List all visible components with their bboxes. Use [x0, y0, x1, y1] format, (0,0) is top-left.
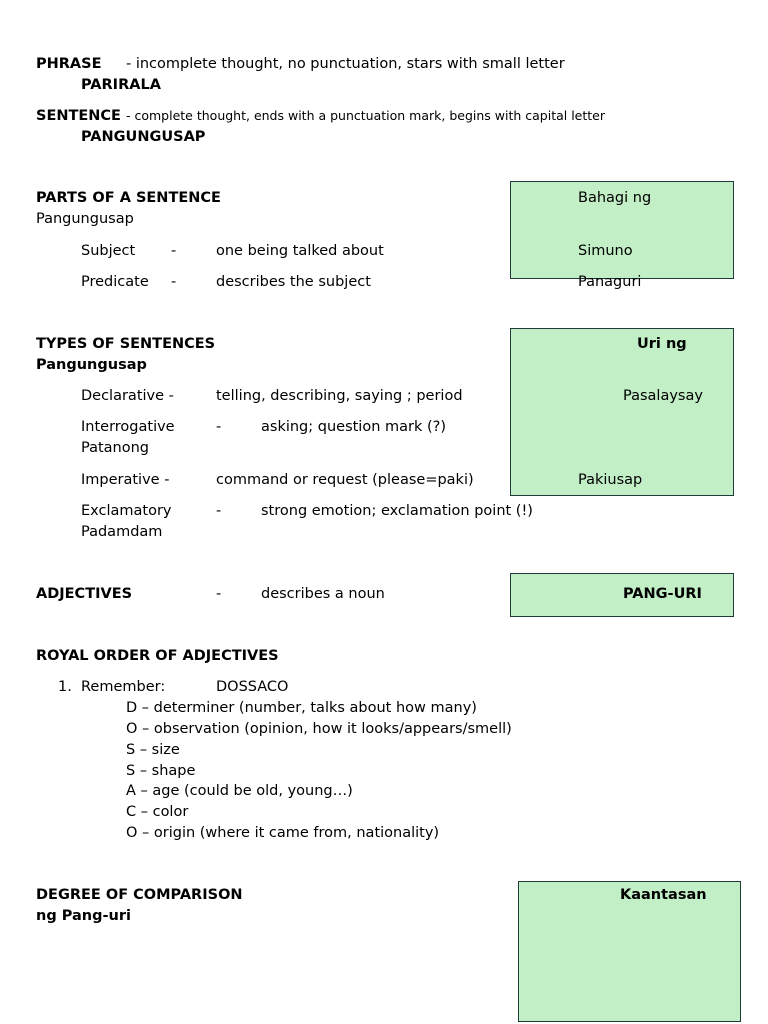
subject-dash: -: [171, 243, 177, 259]
declarative-translation: Pasalaysay: [623, 388, 703, 404]
adjectives-heading: ADJECTIVES: [36, 586, 133, 602]
phrase-definition: - incomplete thought, no punctuation, stars with small letter: [126, 56, 565, 72]
adjectives-translation: PANG-URI: [623, 586, 702, 602]
royal-line-color: C – color: [126, 804, 189, 820]
royal-remember-label: Remember:: [81, 679, 166, 695]
interrogative-description: asking; question mark (?): [261, 419, 446, 435]
royal-line-age: A – age (could be old, young…): [126, 783, 353, 799]
phrase-translation: PARIRALA: [81, 77, 161, 93]
degree-heading: DEGREE OF COMPARISON: [36, 887, 243, 903]
subject-description: one being talked about: [216, 243, 384, 259]
interrogative-term: Interrogative: [81, 419, 175, 435]
exclamatory-term: Exclamatory: [81, 503, 172, 519]
subject-translation: Simuno: [578, 243, 633, 259]
types-heading-translation: Pangungusap: [36, 357, 147, 373]
adjectives-description: describes a noun: [261, 586, 385, 602]
royal-order-heading: ROYAL ORDER OF ADJECTIVES: [36, 648, 279, 664]
imperative-description: command or request (please=paki): [216, 472, 474, 488]
exclamatory-dash: -: [216, 503, 222, 519]
royal-line-size: S – size: [126, 742, 180, 758]
royal-mnemonic: DOSSACO: [216, 679, 289, 695]
imperative-translation: Pakiusap: [578, 472, 643, 488]
sentence-term: SENTENCE: [36, 108, 121, 124]
types-box-title: Uri ng: [637, 336, 687, 352]
imperative-term: Imperative -: [81, 472, 170, 488]
interrogative-translation: Patanong: [81, 440, 150, 456]
royal-line-determiner: D – determiner (number, talks about how many): [126, 700, 477, 716]
sentence-translation: PANGUNGUSAP: [81, 129, 206, 145]
sentence-definition: - complete thought, ends with a punctuation mark, begins with capital letter: [126, 108, 605, 123]
exclamatory-description: strong emotion; exclamation point (!): [261, 503, 533, 519]
adjectives-dash: -: [216, 586, 222, 602]
royal-line-observation: O – observation (opinion, how it looks/appears/smell): [126, 721, 512, 737]
interrogative-dash: -: [216, 419, 222, 435]
royal-list-number: 1.: [58, 679, 72, 695]
royal-line-origin: O – origin (where it came from, nationality): [126, 825, 440, 841]
exclamatory-translation: Padamdam: [81, 524, 163, 540]
predicate-dash: -: [171, 274, 177, 290]
degree-box-title: Kaantasan: [620, 887, 707, 903]
parts-heading-translation: Pangungusap: [36, 211, 134, 227]
phrase-term: PHRASE: [36, 56, 102, 72]
parts-heading: PARTS OF A SENTENCE: [36, 190, 221, 206]
predicate-translation: Panaguri: [578, 274, 642, 290]
declarative-term: Declarative -: [81, 388, 174, 404]
royal-line-shape: S – shape: [126, 763, 196, 779]
parts-box-title: Bahagi ng: [578, 190, 652, 206]
predicate-description: describes the subject: [216, 274, 371, 290]
predicate-term: Predicate: [81, 274, 149, 290]
types-heading: TYPES OF SENTENCES: [36, 336, 216, 352]
subject-term: Subject: [81, 243, 136, 259]
degree-heading-translation: ng Pang-uri: [36, 908, 131, 924]
declarative-description: telling, describing, saying ; period: [216, 388, 463, 404]
types-translation-box: [510, 328, 734, 496]
